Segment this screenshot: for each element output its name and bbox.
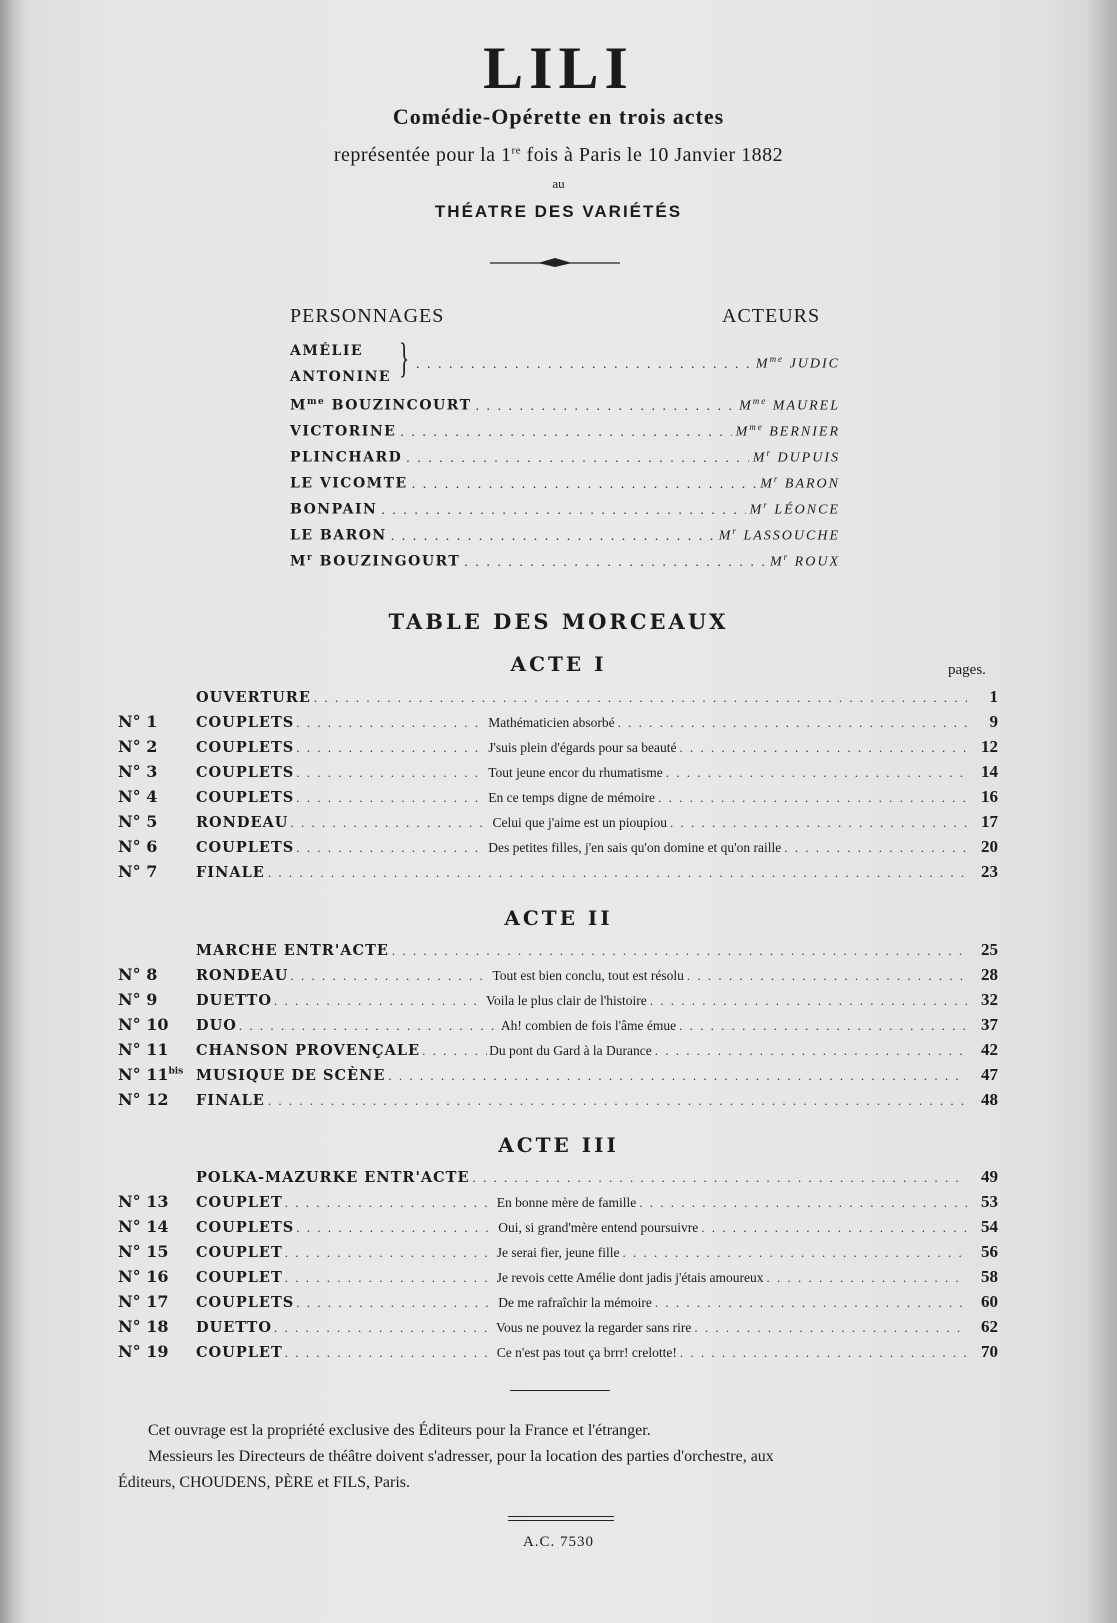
dot-leader: [680, 1345, 967, 1361]
role-name: PLINCHARD: [290, 449, 403, 466]
piece-number: N° 5: [118, 812, 158, 831]
dot-leader: [388, 1068, 967, 1084]
piece-incipit: Des petites filles, j'en sais qu'on domine et qu'on raille: [488, 840, 782, 855]
piece-incipit: De me rafraîchir la mémoire: [498, 1295, 652, 1310]
dot-leader: [666, 765, 967, 781]
contents-row: [118, 762, 998, 784]
dot-leader: [274, 1320, 494, 1336]
page-number: 14: [981, 762, 998, 781]
piece-incipit: En bonne mère de famille: [496, 1195, 637, 1210]
page-number: 17: [981, 812, 998, 831]
dot-leader: [285, 1245, 495, 1261]
dot-leader: [701, 1220, 967, 1236]
piece-title: COUPLETS: [196, 714, 295, 731]
piece-title: FINALE: [196, 864, 265, 881]
page-number: 60: [981, 1292, 998, 1311]
piece-incipit: Tout est bien conclu, tout est résolu: [492, 968, 684, 983]
dot-leader: [670, 815, 967, 831]
dot-leader: [285, 1345, 495, 1361]
dot-leader: [623, 1245, 967, 1261]
piece-title: COUPLETS: [196, 839, 295, 856]
contents-row: [118, 965, 998, 987]
page-number: 48: [981, 1090, 998, 1109]
dot-leader: [290, 815, 490, 831]
brace: }: [399, 336, 410, 382]
contents-row: [118, 1317, 998, 1339]
role-name: LE VICOMTE: [290, 475, 408, 492]
page-number: 23: [981, 862, 998, 881]
page-number: 20: [981, 837, 998, 856]
piece-incipit: Voila le plus clair de l'histoire: [485, 993, 647, 1008]
role-name: $M^r$ BOUZINGOURT: [290, 553, 461, 570]
cast-row: [290, 526, 840, 546]
piece-incipit: Je serai fier, jeune fille: [496, 1245, 620, 1260]
piece-incipit: Ah! combien de fois l'âme émue: [500, 1018, 677, 1033]
dot-leader: [464, 555, 766, 571]
dot-leader: [285, 1195, 495, 1211]
dot-leader: [784, 840, 967, 856]
dot-leader: [274, 993, 484, 1009]
piece-number: N° 14: [118, 1217, 169, 1236]
piece-title: MUSIQUE DE SCÈNE: [196, 1067, 386, 1084]
role-name: LE BARON: [290, 527, 387, 544]
piece-incipit: Oui, si grand'mère entend poursuivre: [498, 1220, 699, 1235]
contents-row: [118, 712, 998, 734]
actor-name: $M^r$ LASSOUCHE: [718, 526, 840, 544]
piece-title: COUPLETS: [196, 764, 295, 781]
dot-leader: [296, 715, 486, 731]
footer-line-1: Cet ouvrage est la propriété exclusive des Éditeurs pour la France et l'étranger.: [148, 1422, 651, 1439]
piece-title: DUETTO: [196, 992, 272, 1009]
contents-row: [118, 1192, 998, 1214]
role-name: BONPAIN: [290, 501, 378, 518]
piece-incipit: Je revois cette Amélie dont jadis j'étais amoureux: [496, 1270, 764, 1285]
piece-incipit: Vous ne pouvez la regarder sans rire: [495, 1320, 692, 1335]
contents-row: [118, 1267, 998, 1289]
page-number: 56: [981, 1242, 998, 1261]
piece-incipit: Mathématicien absorbé: [488, 715, 615, 730]
code-rule-bottom: [508, 1520, 614, 1521]
acte-3-title: ACTE III: [498, 1133, 619, 1157]
dot-leader: [296, 790, 486, 806]
dot-leader: [406, 451, 749, 467]
au-line: au: [552, 176, 565, 191]
piece-number: N° 18: [118, 1317, 169, 1336]
contents-row: [118, 1015, 998, 1037]
page-edge-shadow: [0, 0, 24, 1623]
dot-leader: [296, 740, 486, 756]
piece-title: DUO: [196, 1017, 237, 1034]
dot-leader: [290, 968, 490, 984]
piece-title: FINALE: [196, 1092, 265, 1109]
role-name: $M^{me}$ BOUZINCOURT: [290, 397, 472, 414]
contents-row: [118, 1167, 998, 1189]
actor-name: $M^{me}$ MAUREL: [739, 396, 840, 414]
dot-leader: [658, 790, 967, 806]
piece-number: N° 10: [118, 1015, 169, 1034]
cast-row: [290, 552, 840, 572]
page-number: 1: [989, 687, 998, 706]
piece-title: RONDEAU: [196, 967, 289, 984]
pages-label: pages.: [948, 662, 986, 678]
footer-line-2: Messieurs les Directeurs de théâtre doivent s'adresser, pour la location des parties d'orchestre, aux: [148, 1448, 774, 1465]
piece-number: N° 1: [118, 712, 158, 731]
acte-2-title: ACTE II: [504, 906, 613, 930]
cast-row-shared: [412, 354, 840, 374]
piece-number: N° 19: [118, 1342, 169, 1361]
piece-incipit: Du pont du Gard à la Durance: [489, 1043, 652, 1058]
dot-leader: [655, 1295, 967, 1311]
piece-incipit: Ce n'est pas tout ça brrr! crelotte!: [496, 1345, 677, 1360]
footer-line-3: Éditeurs, CHOUDENS, PÈRE et FILS, Paris.: [118, 1474, 410, 1491]
dot-leader: [412, 477, 756, 493]
dot-leader: [473, 1170, 967, 1186]
role-amelie: AMÉLIE: [290, 343, 364, 359]
contents-row: [118, 990, 998, 1012]
theatre-name: THÉATRE DES VARIÉTÉS: [434, 202, 683, 221]
dot-leader: [687, 968, 967, 984]
dot-leader: [239, 1018, 499, 1034]
cast-header-actors: ACTEURS: [722, 305, 821, 327]
dot-leader: [618, 715, 967, 731]
dot-leader: [694, 1320, 967, 1336]
page-number: 49: [981, 1167, 998, 1186]
catalogue-code: A.C. 7530: [522, 1534, 595, 1550]
actor-name: $M^r$ LÉONCE: [749, 500, 840, 518]
piece-title: COUPLETS: [196, 739, 295, 756]
dot-leader: [296, 765, 486, 781]
dot-leader: [391, 529, 715, 545]
dot-leader: [268, 865, 967, 881]
cast-header-roles: PERSONNAGES: [290, 305, 445, 327]
page-number: 28: [981, 965, 998, 984]
dot-leader: [296, 1295, 496, 1311]
page-number: 58: [981, 1267, 998, 1286]
contents-row: [118, 1065, 998, 1087]
dot-leader: [679, 740, 967, 756]
contents-row: [118, 1090, 998, 1112]
piece-title: COUPLET: [196, 1194, 283, 1211]
contents-row: [118, 940, 998, 962]
contents-row: [118, 812, 998, 834]
piece-incipit: En ce temps digne de mémoire: [488, 790, 656, 805]
cast-row: [290, 474, 840, 494]
dot-leader: [476, 399, 736, 415]
piece-title: COUPLET: [196, 1344, 283, 1361]
dot-leader: [381, 503, 745, 519]
actor-name: $M^{me}$ JUDIC: [755, 354, 840, 372]
piece-title: COUPLET: [196, 1269, 283, 1286]
piece-incipit: Tout jeune encor du rhumatisme: [488, 765, 663, 780]
page-number: 47: [981, 1065, 998, 1084]
dot-leader: [296, 1220, 496, 1236]
dot-leader: [655, 1043, 967, 1059]
contents-row: [118, 1040, 998, 1062]
piece-title: COUPLETS: [196, 789, 295, 806]
piece-number: N° 13: [118, 1192, 169, 1211]
piece-number: N° 9: [118, 990, 158, 1009]
contents-row: [118, 1292, 998, 1314]
piece-title: COUPLET: [196, 1244, 283, 1261]
actor-name: $M^r$ BARON: [760, 474, 840, 492]
page-number: 9: [989, 712, 998, 731]
contents-row: [118, 787, 998, 809]
page-number: 53: [981, 1192, 998, 1211]
piece-title: OUVERTURE: [196, 689, 311, 706]
actor-name: $M^{me}$ BERNIER: [735, 422, 840, 440]
contents-row: [118, 862, 998, 884]
work-title: LILI: [483, 35, 634, 101]
dot-leader: [422, 1043, 487, 1059]
work-subtitle: Comédie-Opérette en trois actes: [392, 104, 725, 129]
dot-leader: [285, 1270, 495, 1286]
contents-row: [118, 1242, 998, 1264]
page-number: 62: [981, 1317, 998, 1336]
contents-row: [118, 737, 998, 759]
table-title: TABLE DES MORCEAUX: [388, 609, 729, 634]
dot-leader: [639, 1195, 967, 1211]
dot-leader: [400, 425, 731, 441]
dot-leader: [767, 1270, 968, 1286]
piece-number: N° 15: [118, 1242, 169, 1261]
dot-leader: [679, 1018, 967, 1034]
page-number: 32: [981, 990, 998, 1009]
piece-number: N° 17: [118, 1292, 169, 1311]
piece-number: N° 3: [118, 762, 158, 781]
piece-number: N° 12: [118, 1090, 169, 1109]
cast-row: [290, 396, 840, 416]
ornament-rule: [490, 256, 620, 270]
piece-number: N° $11^{bis}$: [118, 1065, 184, 1084]
premiere-line: représentée pour la 1re fois à Paris le 10 Janvier 1882: [333, 144, 784, 166]
piece-incipit: Celui que j'aime est un pioupiou: [492, 815, 667, 830]
contents-row: [118, 1342, 998, 1364]
piece-number: N° 7: [118, 862, 158, 881]
page-number: 42: [981, 1040, 998, 1059]
piece-number: N° 2: [118, 737, 158, 756]
cast-row: [290, 500, 840, 520]
piece-title: MARCHE ENTR'ACTE: [196, 942, 389, 959]
cast-row: [290, 448, 840, 468]
actor-name: $M^r$ DUPUIS: [752, 448, 840, 466]
role-name: VICTORINE: [290, 423, 397, 440]
page-number: 25: [981, 940, 998, 959]
page-edge-shadow-right: [1087, 0, 1117, 1623]
divider-rule: [510, 1390, 610, 1391]
cast-row: [290, 422, 840, 442]
contents-row: [118, 1217, 998, 1239]
page-number: 37: [981, 1015, 998, 1034]
piece-incipit: J'suis plein d'égards pour sa beauté: [488, 740, 677, 755]
acte-1-title: ACTE I: [510, 652, 607, 676]
contents-row: [118, 687, 998, 709]
contents-row: [118, 837, 998, 859]
page-number: 54: [981, 1217, 998, 1236]
dot-leader: [296, 840, 486, 856]
piece-number: N° 6: [118, 837, 158, 856]
piece-number: N° 11: [118, 1040, 169, 1059]
role-antonine: ANTONINE: [290, 369, 392, 385]
dot-leader: [392, 943, 967, 959]
piece-title: COUPLETS: [196, 1219, 295, 1236]
dot-leader: [314, 690, 967, 706]
page-number: 12: [981, 737, 998, 756]
piece-title: CHANSON PROVENÇALE: [196, 1042, 421, 1059]
piece-title: COUPLETS: [196, 1294, 295, 1311]
code-rule-top: [508, 1516, 614, 1517]
piece-title: DUETTO: [196, 1319, 272, 1336]
piece-number: N° 8: [118, 965, 158, 984]
piece-title: RONDEAU: [196, 814, 289, 831]
dot-leader: [416, 357, 752, 373]
dot-leader: [268, 1093, 967, 1109]
piece-number: N° 4: [118, 787, 158, 806]
page-number: 16: [981, 787, 998, 806]
piece-title: POLKA-MAZURKE ENTR'ACTE: [196, 1169, 470, 1186]
page-number: 70: [981, 1342, 998, 1361]
actor-name: $M^r$ ROUX: [769, 552, 840, 570]
dot-leader: [650, 993, 967, 1009]
piece-number: N° 16: [118, 1267, 169, 1286]
